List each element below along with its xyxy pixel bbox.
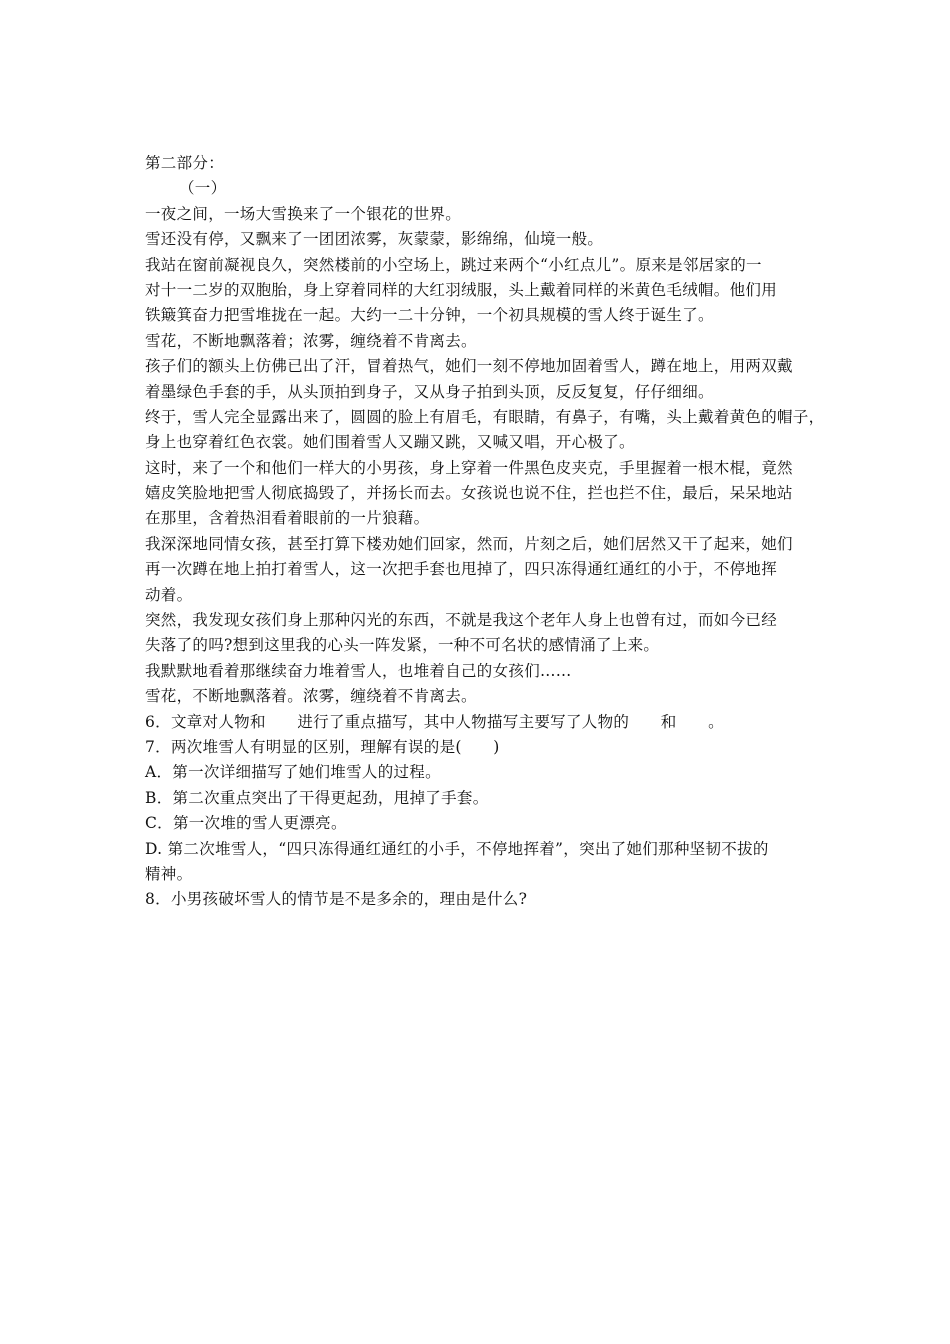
document-page [145, 151, 825, 913]
question-6: 6．文章对人物和 进行了重点描写，其中人物描写主要写了人物的 和 。 [145, 712, 724, 731]
text-line: 身上也穿着红色衣裳。她们围着雪人又蹦又跳，又喊又唱，开心极了。 [145, 433, 635, 452]
text-line: 动着。 [145, 585, 193, 604]
option-c: C．第一次堆的雪人更漂亮。 [145, 814, 347, 833]
text-line: 雪花，不断地飘落着。浓雾，缠绕着不肯离去。 [145, 687, 477, 706]
text-line: 铁簸箕奋力把雪堆拢在一起。大约一二十分钟，一个初具规模的雪人终于诞生了。 [145, 306, 714, 325]
text-line: 失落了的吗?想到这里我的心头一阵发紧，一种不可名状的感情涌了上来。 [145, 636, 660, 655]
text-line: 我默默地看着那继续奋力堆着雪人，也堆着自己的女孩们…… [145, 661, 572, 680]
part-heading: 第二部分： [145, 154, 225, 172]
text-line: 这时，来了一个和他们一样大的小男孩，身上穿着一件黑色皮夹克，手里握着一根木棍，竟然 [145, 458, 793, 477]
question-7: 7．两次堆雪人有明显的区别，理解有误的是( ) [145, 737, 500, 756]
text-line: 嬉皮笑脸地把雪人彻底捣毁了，并扬长而去。女孩说也说不住，拦也拦不住，最后，呆呆地站 [145, 484, 793, 503]
text-line: 突然，我发现女孩们身上那种闪光的东西，不就是我这个老年人身上也曾有过，而如今已经 [145, 611, 778, 630]
option-b: B．第二次重点突出了干得更起劲，甩掉了手套。 [145, 788, 489, 807]
option-d: D. 第二次堆雪人，“四只冻得通红通红的小手，不停地挥着”，突出了她们那种坚韧不拔的 [145, 839, 769, 858]
text-line: 我站在窗前凝视良久，突然楼前的小空场上，跳过来两个“小红点儿”。原来是邻居家的一 [145, 255, 762, 274]
option-d-continued: 精神。 [145, 864, 193, 883]
option-a: A．第一次详细描写了她们堆雪人的过程。 [145, 763, 441, 782]
text-line: 我深深地同情女孩，甚至打算下楼劝她们回家，然而，片刻之后，她们居然又干了起来，她们 [145, 534, 793, 553]
text-line: 再一次蹲在地上拍打着雪人，这一次把手套也甩掉了，四只冻得通红通红的小于，不停地挥 [145, 560, 778, 579]
text-line: 雪还没有停，又飘来了一团团浓雾，灰蒙蒙，影绵绵，仙境一般。 [145, 230, 604, 249]
text-line: 着墨绿色手套的手，从头顶拍到身子，又从身子拍到头顶，反反复复，仔仔细细。 [145, 382, 714, 401]
text-line: 在那里，含着热泪看着眼前的一片狼藉。 [145, 509, 430, 528]
question-8: 8．小男孩破坏雪人的情节是不是多余的，理由是什么? [145, 890, 528, 909]
text-line: 对十一二岁的双胞胎，身上穿着同样的大红羽绒服，头上戴着同样的米黄色毛绒帽。他们用 [145, 280, 778, 299]
section-number: （一） [179, 179, 227, 198]
text-line: 一夜之间，一场大雪换来了一个银花的世界。 [145, 204, 462, 223]
text-line: 孩子们的额头上仿佛已出了汗，冒着热气，她们一刻不停地加固着雪人，蹲在地上，用两双戴 [145, 357, 793, 376]
text-line: 终于，雪人完全显露出来了，圆圆的脸上有眉毛，有眼睛，有鼻子，有嘴，头上戴着黄色的帽子， [145, 407, 825, 426]
text-line: 雪花，不断地飘落着；浓雾，缠绕着不肯离去。 [145, 331, 477, 350]
